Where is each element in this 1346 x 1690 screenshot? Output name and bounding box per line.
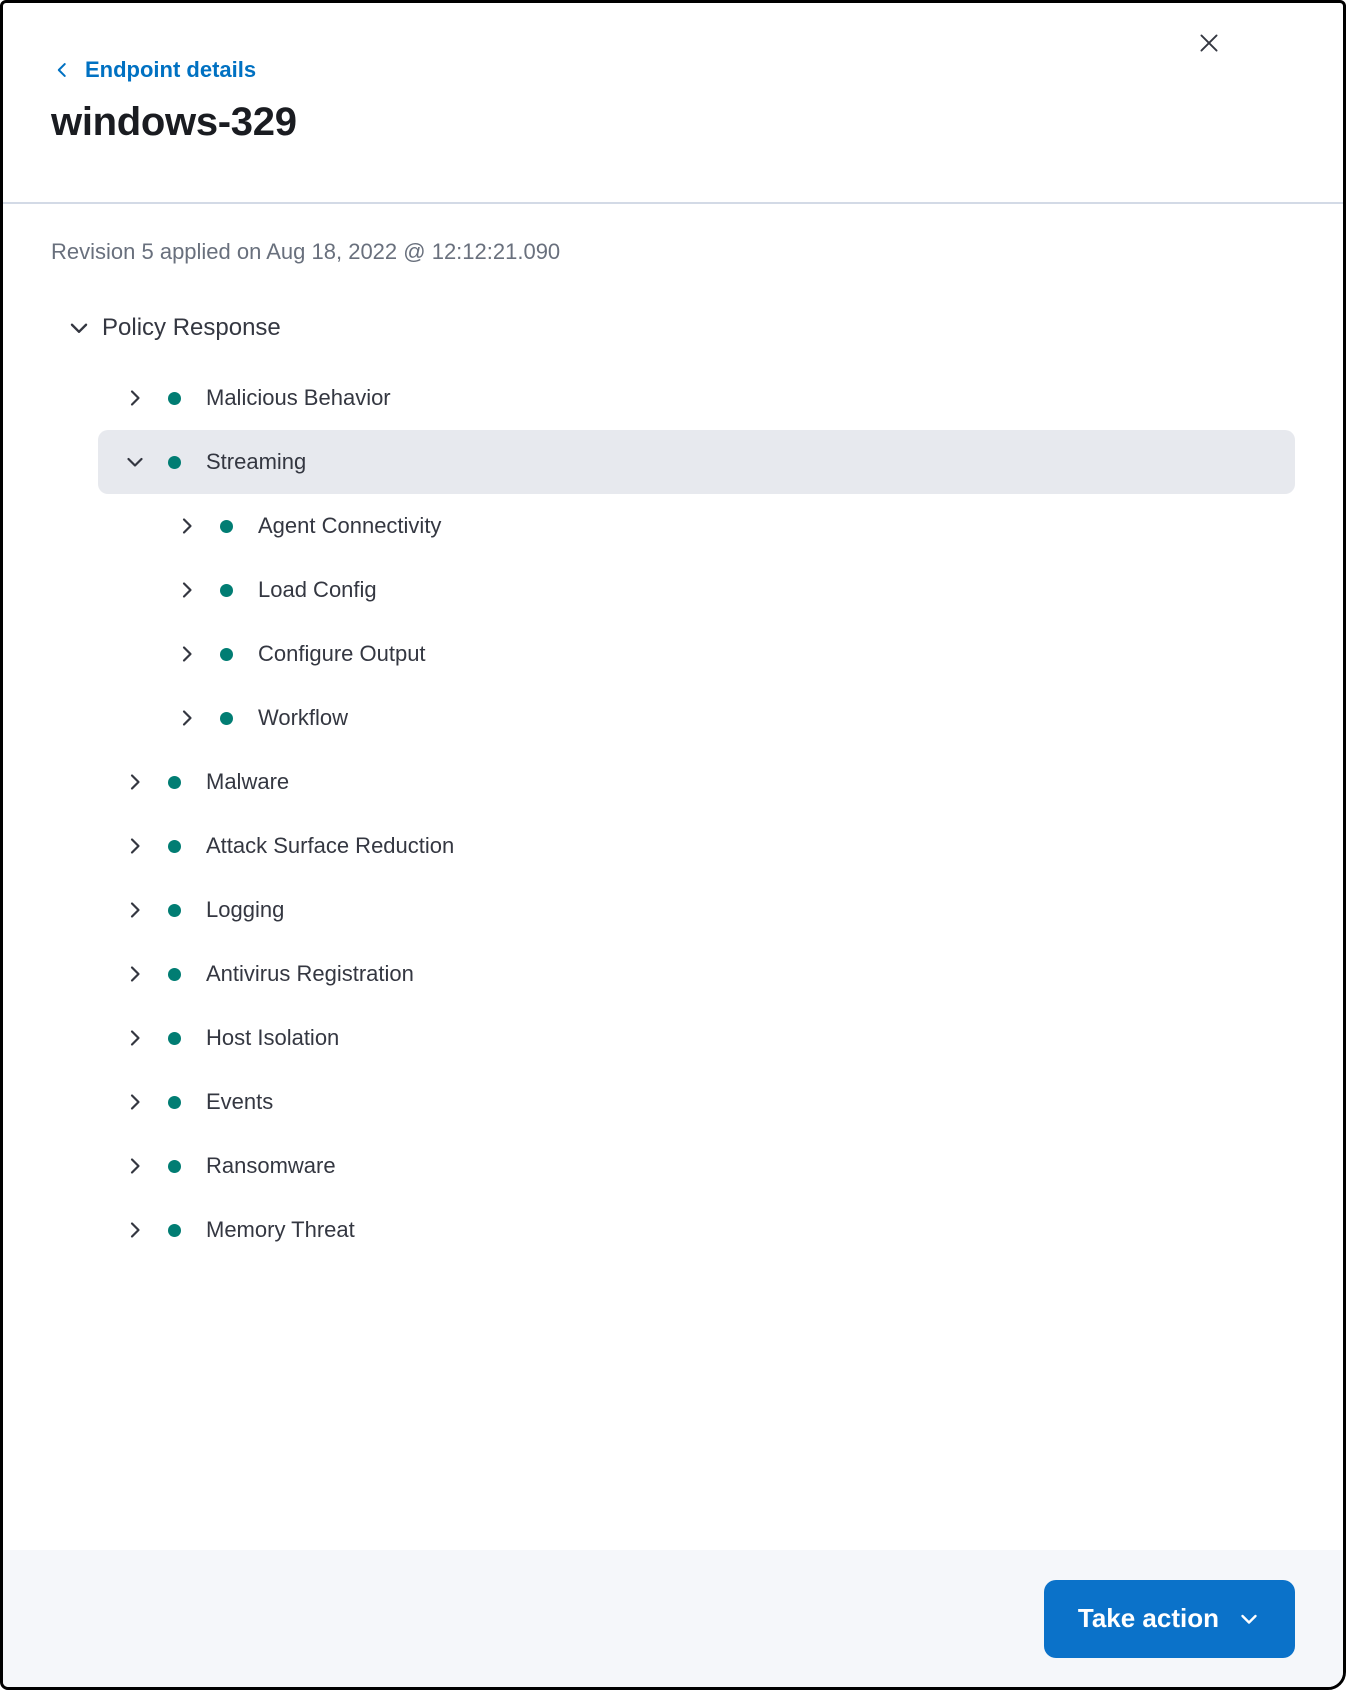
status-success-dot [168, 840, 181, 853]
tree-item-label: Streaming [206, 449, 307, 474]
status-success-dot [168, 1096, 181, 1109]
status-success-dot [220, 712, 233, 725]
chevron-right-icon[interactable] [123, 898, 147, 922]
tree-item-agent-connectivity[interactable] [98, 494, 1295, 558]
tree-item-label: Attack Surface Reduction [206, 833, 455, 858]
tree-item-label: Configure Output [258, 641, 426, 666]
tree-item-load-config[interactable] [98, 558, 1295, 622]
tree-item-events[interactable] [98, 1070, 1295, 1134]
tree-item-label: Events [206, 1089, 274, 1114]
chevron-right-icon[interactable] [175, 642, 199, 666]
chevron-right-icon[interactable] [123, 1218, 147, 1242]
tree-item-label: Antivirus Registration [206, 961, 414, 986]
status-success-dot [220, 648, 233, 661]
tree-item-malicious-behavior[interactable] [98, 366, 1295, 430]
chevron-right-icon[interactable] [123, 386, 147, 410]
flyout-footer [3, 1550, 1343, 1687]
status-success-dot [168, 1032, 181, 1045]
tree-item-malware[interactable] [98, 750, 1295, 814]
revision-applied-text: Revision 5 applied on Aug 18, 2022 @ 12:12:21.090 [51, 239, 561, 264]
back-link-label: Endpoint details [85, 57, 257, 82]
chevron-right-icon[interactable] [123, 1154, 147, 1178]
tree-item-logging[interactable] [98, 878, 1295, 942]
flyout-header [3, 3, 1343, 202]
chevron-right-icon[interactable] [123, 834, 147, 858]
page-title: windows-329 [51, 100, 297, 144]
status-success-dot [168, 392, 181, 405]
tree-item-label: Logging [206, 897, 285, 922]
tree-item-label: Load Config [258, 577, 377, 602]
chevron-right-icon[interactable] [175, 578, 199, 602]
chevron-right-icon[interactable] [123, 1026, 147, 1050]
status-success-dot [220, 584, 233, 597]
status-success-dot [168, 968, 181, 981]
status-success-dot [220, 520, 233, 533]
tree-item-label: Ransomware [206, 1153, 336, 1178]
take-action-label: Take action [1077, 1603, 1219, 1633]
take-action-button[interactable] [1044, 1580, 1295, 1658]
tree-item-label: Malicious Behavior [206, 385, 391, 410]
tree-item-memory-threat[interactable] [98, 1198, 1295, 1262]
chevron-right-icon[interactable] [123, 770, 147, 794]
chevron-right-icon[interactable] [123, 962, 147, 986]
tree-root-label: Policy Response [102, 314, 281, 341]
tree-item-label: Host Isolation [206, 1025, 340, 1050]
tree-item-host-isolation[interactable] [98, 1006, 1295, 1070]
tree-item-configure-output[interactable] [98, 622, 1295, 686]
chevron-right-icon[interactable] [175, 706, 199, 730]
policy-response-tree [98, 366, 1295, 1262]
tree-item-label: Agent Connectivity [258, 513, 442, 538]
flyout-body [3, 204, 1343, 1550]
tree-item-attack-surface-reduction[interactable] [98, 814, 1295, 878]
status-success-dot [168, 904, 181, 917]
tree-item-label: Workflow [258, 705, 349, 730]
close-icon[interactable] [1193, 27, 1225, 59]
tree-item-workflow[interactable] [98, 686, 1295, 750]
chevron-down-icon[interactable] [66, 315, 92, 341]
status-success-dot [168, 776, 181, 789]
chevron-left-icon [51, 59, 73, 81]
chevron-right-icon[interactable] [175, 514, 199, 538]
status-success-dot [168, 1224, 181, 1237]
tree-root-policy-response[interactable] [51, 308, 1295, 348]
tree-item-antivirus-registration[interactable] [98, 942, 1295, 1006]
chevron-right-icon[interactable] [123, 1090, 147, 1114]
tree-item-ransomware[interactable] [98, 1134, 1295, 1198]
tree-item-streaming[interactable] [98, 430, 1295, 494]
status-success-dot [168, 456, 181, 469]
tree-item-label: Memory Threat [206, 1217, 355, 1242]
chevron-down-icon [1237, 1607, 1261, 1631]
back-to-endpoint-details-link[interactable] [51, 57, 256, 83]
chevron-down-icon[interactable] [123, 450, 147, 474]
status-success-dot [168, 1160, 181, 1173]
tree-item-label: Malware [206, 769, 290, 794]
